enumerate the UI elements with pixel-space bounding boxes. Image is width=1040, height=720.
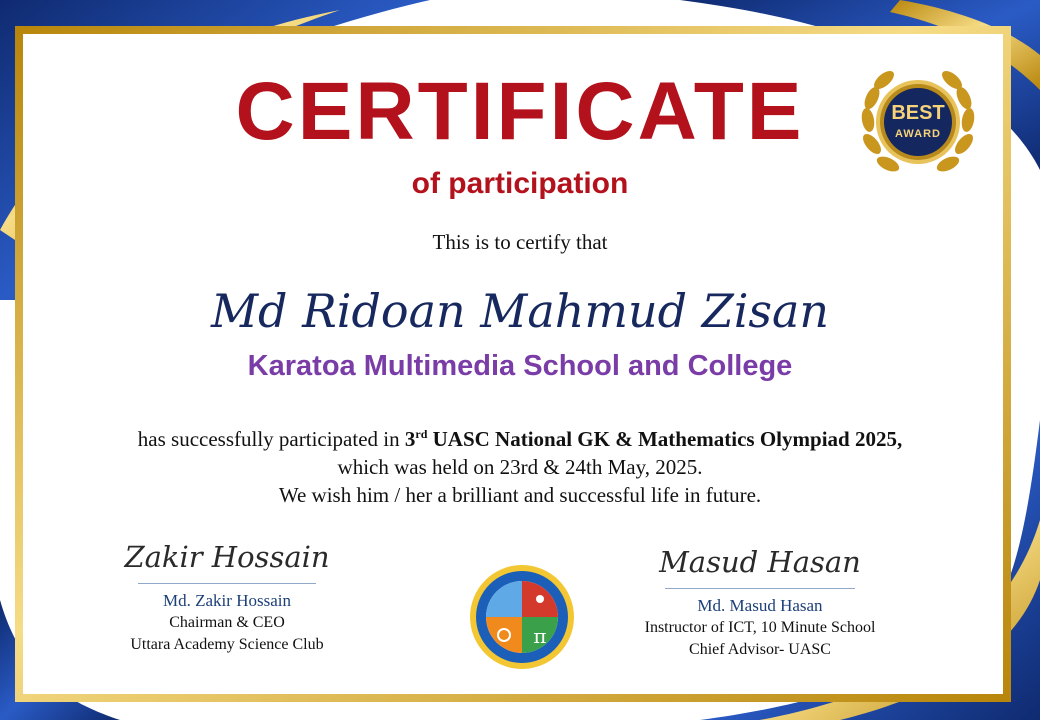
signature-left: Zakir Hossain bbox=[124, 540, 330, 574]
signer-role-left-2: Uttara Academy Science Club bbox=[130, 636, 324, 653]
body-line-2: which was held on 23rd & 24th May, 2025. bbox=[337, 455, 703, 479]
certify-intro-text: This is to certify that bbox=[432, 230, 608, 254]
certificate-subtitle: of participation bbox=[411, 167, 629, 200]
signer-role-right-2: Chief Advisor- UASC bbox=[689, 641, 831, 658]
best-award-badge bbox=[852, 60, 984, 190]
signer-name-right: Md. Masud Hasan bbox=[697, 596, 823, 615]
signature-line-right bbox=[665, 588, 855, 589]
certificate-body bbox=[40, 420, 1000, 509]
event-name: UASC National GK & Mathematics Olympiad 2025, bbox=[432, 427, 903, 451]
signature-block-left bbox=[102, 535, 352, 656]
certificate-title: CERTIFICATE bbox=[235, 66, 805, 157]
school-name: Karatoa Multimedia School and College bbox=[247, 350, 793, 382]
olympiad-seal-icon bbox=[468, 563, 576, 671]
body-line-3: We wish him / her a brilliant and successful life in future. bbox=[278, 483, 762, 507]
laurel-award-badge-icon bbox=[852, 60, 984, 190]
signature-right: Masud Hasan bbox=[659, 545, 861, 579]
badge-line-1: BEST bbox=[891, 102, 945, 124]
olympiad-seal bbox=[468, 563, 576, 671]
signature-block-right bbox=[620, 540, 900, 661]
body-line-1 bbox=[40, 420, 1000, 453]
recipient-name: Md Ridoan Mahmud Zisan bbox=[210, 284, 830, 338]
badge-line-2: AWARD bbox=[895, 128, 941, 140]
event-ordinal-number: 3 bbox=[404, 427, 416, 451]
svg-text:π: π bbox=[533, 624, 547, 648]
event-ordinal-suffix: rd bbox=[415, 427, 428, 441]
body-line-1-prefix: has successfully participated in bbox=[137, 427, 400, 451]
event-title bbox=[405, 427, 902, 451]
signer-role-right-1: Instructor of ICT, 10 Minute School bbox=[644, 619, 876, 636]
signer-name-left: Md. Zakir Hossain bbox=[163, 591, 291, 610]
signature-line-left bbox=[138, 583, 316, 584]
signer-role-left-1: Chairman & CEO bbox=[169, 614, 285, 631]
